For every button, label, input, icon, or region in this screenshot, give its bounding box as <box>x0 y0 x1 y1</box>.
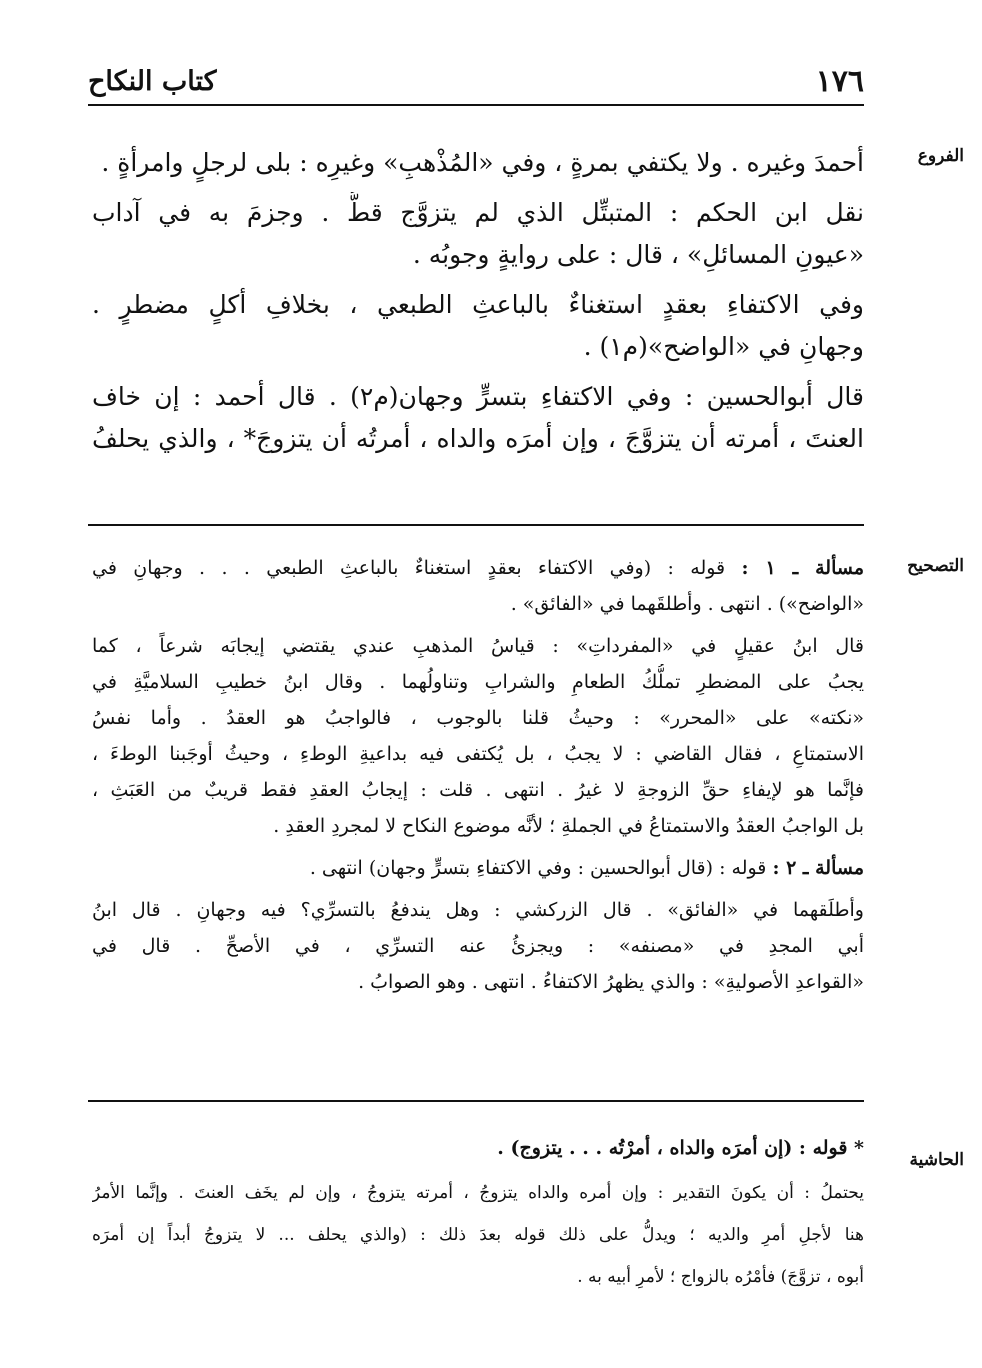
text-line: قال ابنُ عقيلٍ في «المفرداتِ» : قياسُ المذهبِ عندي يقتضي إيجابَه شرعاً ، كما <box>92 635 864 657</box>
tashih-label: التصحيح <box>907 556 964 576</box>
tashih-masala-1 <box>92 550 864 622</box>
text-line: يحتملُ : أن يكونَ التقدير : وإن أمره والداه يتزوجُ ، أمرته يتزوجُ ، وإن لم يخَف العنتَ . وإنَّما الأمرُ <box>92 1183 864 1203</box>
main-paragraph-1 <box>92 142 864 184</box>
text-line: نقل ابن الحكم : المتبتِّل الذي لم يتزوَّج قطُّ . وجزمَ به في آداب <box>92 198 864 227</box>
page-header <box>88 58 864 106</box>
section-divider <box>88 524 864 526</box>
text-line: «الواضح») . انتهى . وأطلقَهما في «الفائق» . <box>510 593 864 615</box>
masala-2-label: مسألة ـ ٢ : <box>772 857 864 879</box>
text-line: يجبُ على المضطرِ تملُّكُ الطعامِ والشرابِ وتناولُهما . وقال ابنُ خطيبِ السلاميَّةِ في <box>92 671 864 693</box>
tashih-masala-2 <box>92 850 864 886</box>
main-text <box>92 142 864 468</box>
book-title: كتاب النكاح <box>88 65 217 97</box>
masala-1-text: قوله : (وفي الاكتفاء بعقدٍ استغناءٌ بالباعثِ الطبعي . . . وجهانِ في <box>92 557 726 579</box>
text-line: بل الواجبُ العقدُ والاستمتاعُ في الجملةِ ؛ لأنَّه موضوع النكاح لا لمجردِ العقدِ . <box>273 815 864 837</box>
text-line: «عيونِ المسائلِ» ، قال : على روايةٍ وجوبُه . <box>412 240 864 269</box>
masala-2-text: قوله : (قال أبوالحسين : وفي الاكتفاءِ بتسرٍّ وجهان) انتهى . <box>309 857 767 879</box>
text-line: وأطلَقهما في «الفائق» . قال الزركشي : وهل يندفعُ بالتسرِّي؟ فيه وجهانِ . قال ابنُ <box>92 899 864 921</box>
masala-1-label: مسألة ـ ١ : <box>741 557 864 579</box>
hashiya-title: * قوله : (إن أمرَه والداه ، أمرْتُه . . . يتزوج) . <box>497 1137 864 1159</box>
text-line: وجهانِ في «الواضح»(م١) . <box>583 332 864 361</box>
text-line: قال أبوالحسين : وفي الاكتفاءِ بتسرٍّ وجهان(م٢) . قال أحمد : إن خاف <box>92 382 864 411</box>
text-line: وفي الاكتفاءِ بعقدٍ استغناءٌ بالباعثِ الطبعي ، بخلافِ أكلٍ مضطرٍ . <box>92 290 864 319</box>
tashih-text <box>92 550 864 1006</box>
main-paragraph-4 <box>92 376 864 460</box>
tashih-paragraph-2 <box>92 628 864 844</box>
text-line: فإنَّما هو لإيفاءِ حقِّ الزوجةِ لا غيرُ . انتهى . قلت : إيجابُ العقدِ فقط قريبٌ من العَبَثِ ، <box>92 779 864 801</box>
main-paragraph-2 <box>92 192 864 276</box>
text-line: أبوه ، تزوَّجَ) فأمْرُه بالزواج ؛ لأمرِ أبيه به . <box>577 1267 864 1287</box>
tashih-paragraph-4 <box>92 892 864 1000</box>
text-line <box>92 850 864 886</box>
text-line: أبي المجدِ في «مصنفه» : ويجزئُ عنه التسرِّي ، في الأصحِّ . قال في <box>92 935 864 957</box>
text-line: أحمدَ وغيره . ولا يكتفي بمرةٍ ، وفي «المُذْهبِ» وغيرِه : بلى لرجلٍ وامرأةٍ . <box>101 148 864 177</box>
page-number: ١٧٦ <box>815 63 864 99</box>
main-paragraph-3 <box>92 284 864 368</box>
text-line: «نكته» على «المحرر» : وحيثُ قلنا بالوجوب ، فالواجبُ هو العقدُ . وأما نفسُ <box>92 707 864 729</box>
text-line: هنا لأجلِ أمرِ والديه ؛ ويدلُّ على ذلك قوله بعدَ ذلك : (والذي يحلف ... لا يتزوجُ أبداً إن أمرَه <box>92 1225 864 1245</box>
text-line: العنتَ ، أمرته أن يتزوَّجَ ، وإن أمرَه والداه ، أمرتُه أن يتزوجَ* ، والذي يحلفُ <box>92 424 864 453</box>
furu-label: الفروع <box>917 146 964 166</box>
hashiya-label: الحاشية <box>909 1150 964 1170</box>
text-line <box>92 550 864 586</box>
section-divider <box>88 1100 864 1102</box>
text-line: «القواعدِ الأصوليةِ» : والذي يظهرُ الاكتفاءُ . انتهى . وهو الصوابُ . <box>358 971 864 993</box>
hashiya-text <box>92 1124 864 1298</box>
text-line: الاستمتاعِ ، فقال القاضي : لا يجبُ ، بل يُكتفى فيه بداعيةِ الوطءِ ، وحيثُ أوجَبنا الوطءَ ، <box>92 743 864 765</box>
